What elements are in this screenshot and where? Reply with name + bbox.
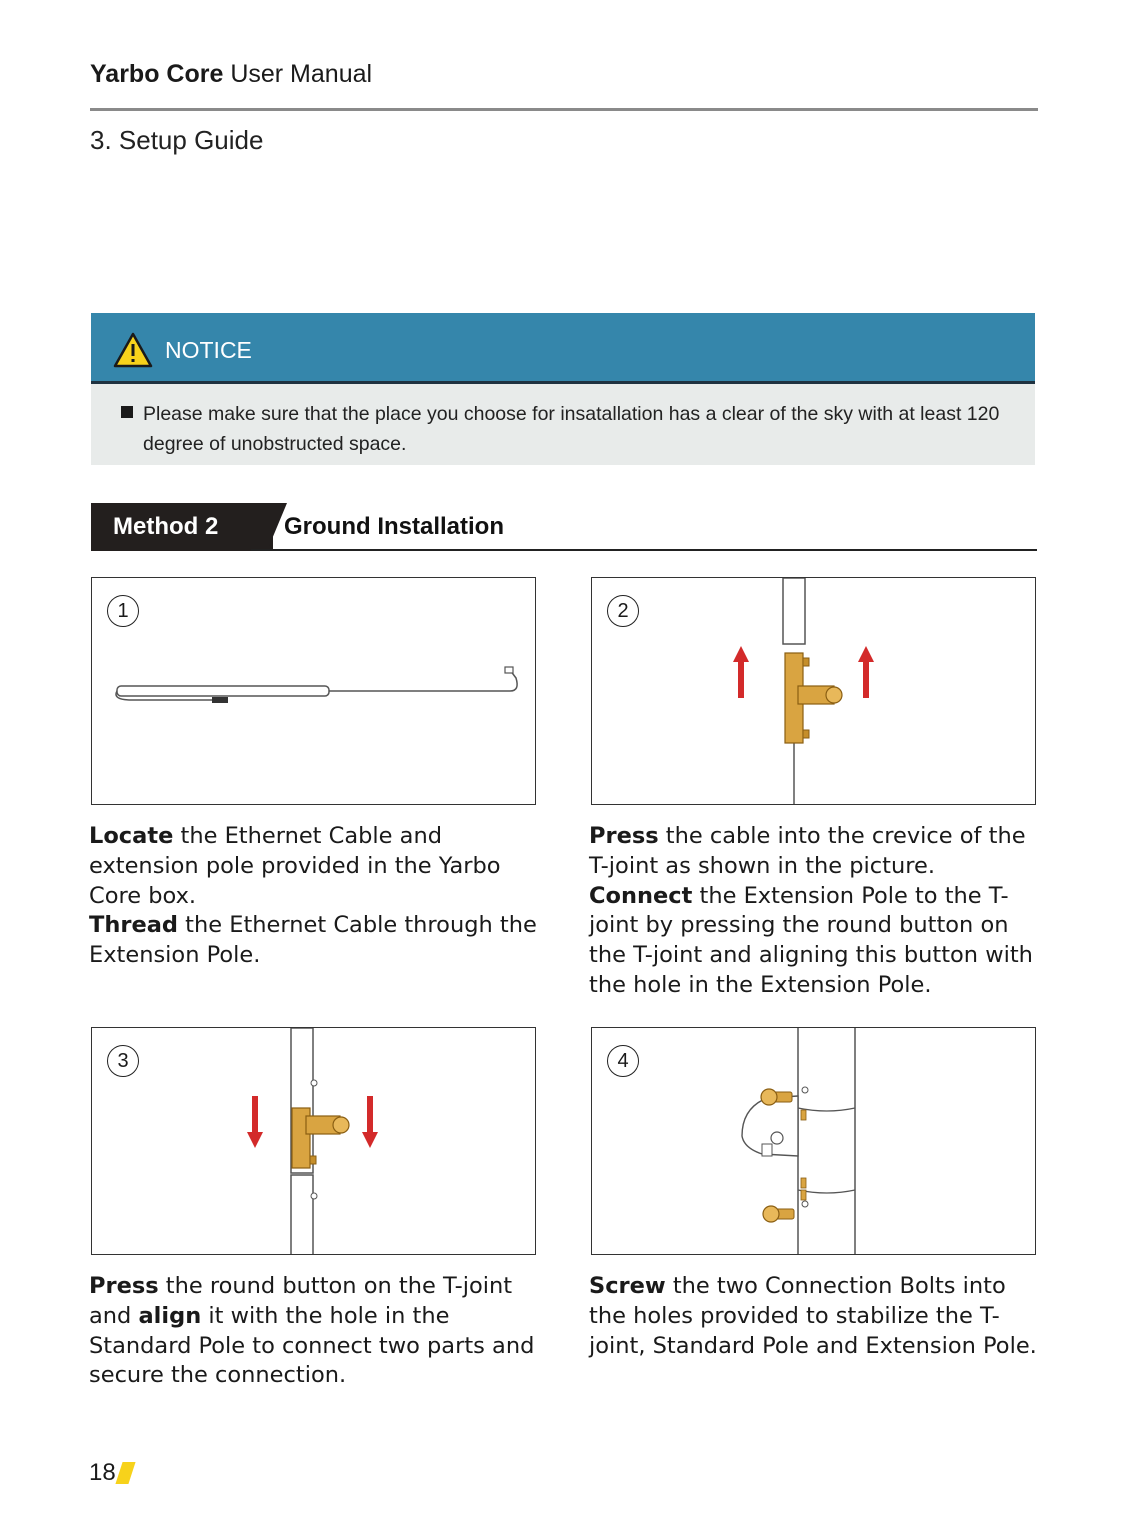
step-1-action: Locate xyxy=(89,823,174,849)
step-3-action: Press xyxy=(89,1273,159,1299)
connection-bolts-image xyxy=(592,1028,1036,1255)
step-2-detail-2: the Extension Pole to the T-joint by pressing the round button on the T-joint and aligning this button with the hole in the Extension Pole. xyxy=(589,882,1033,998)
step-1-detail: the Ethernet Cable and extension pole provided in the Yarbo Core box. xyxy=(89,823,501,909)
step-number: 4 xyxy=(607,1045,639,1077)
step-1-text xyxy=(89,822,549,971)
notice-box xyxy=(91,313,1035,465)
step-1-action-2: Thread xyxy=(89,912,179,939)
section-title: 3. Setup Guide xyxy=(90,125,264,155)
step-3-detail-2: it with the hole in the Standard Pole to connect two parts and secure the connection. xyxy=(89,1302,535,1389)
tjoint-extension-image xyxy=(592,578,1036,805)
method-name: Ground Installation xyxy=(284,513,504,540)
step-2-illustration xyxy=(591,577,1036,805)
step-3-text xyxy=(89,1272,549,1391)
notice-item: Please make sure that the place you choose for insatallation has a clear of the sky with at least 120 degree of unobstructed space. xyxy=(143,403,1000,455)
step-number: 3 xyxy=(107,1045,139,1077)
step-3-illustration xyxy=(91,1027,536,1255)
step-3-detail: the round button on the T-joint and xyxy=(89,1273,513,1329)
method-heading xyxy=(91,503,1037,553)
step-2-action: Press xyxy=(589,823,659,849)
warning-triangle-icon xyxy=(113,332,153,368)
step-2-text xyxy=(589,822,1049,1001)
page-accent-mark xyxy=(115,1462,135,1484)
step-4-illustration xyxy=(591,1027,1036,1255)
method-tab: Method 2 xyxy=(91,503,273,551)
tjoint-standard-pole-image xyxy=(92,1028,536,1255)
manual-label: User Manual xyxy=(230,60,373,88)
step-1-detail-2: the Ethernet Cable through the Extension Pole. xyxy=(89,912,537,969)
brand-name: Yarbo Core xyxy=(90,60,224,88)
ethernet-cable-pole-image xyxy=(92,578,536,805)
notice-header xyxy=(91,313,1035,384)
step-4-action: Screw xyxy=(589,1273,666,1299)
step-1-illustration xyxy=(91,577,536,805)
header-divider xyxy=(90,108,1038,111)
step-number: 1 xyxy=(107,595,139,627)
bullet-square-icon xyxy=(121,406,133,418)
step-number: 2 xyxy=(607,595,639,627)
method-divider xyxy=(251,549,1037,551)
manual-header xyxy=(90,60,372,89)
step-4-text xyxy=(589,1272,1049,1361)
step-2-detail: the cable into the crevice of the T-joint as shown in the picture. xyxy=(589,823,1026,879)
step-2-action-2: Connect xyxy=(589,882,693,909)
step-3-action-2: align xyxy=(138,1302,202,1329)
notice-label: NOTICE xyxy=(165,337,252,363)
step-4-detail: the two Connection Bolts into the holes provided to stabilize the T-joint, Standard Pole and Extension Pole. xyxy=(589,1273,1037,1359)
page-number: 18 xyxy=(89,1459,116,1486)
